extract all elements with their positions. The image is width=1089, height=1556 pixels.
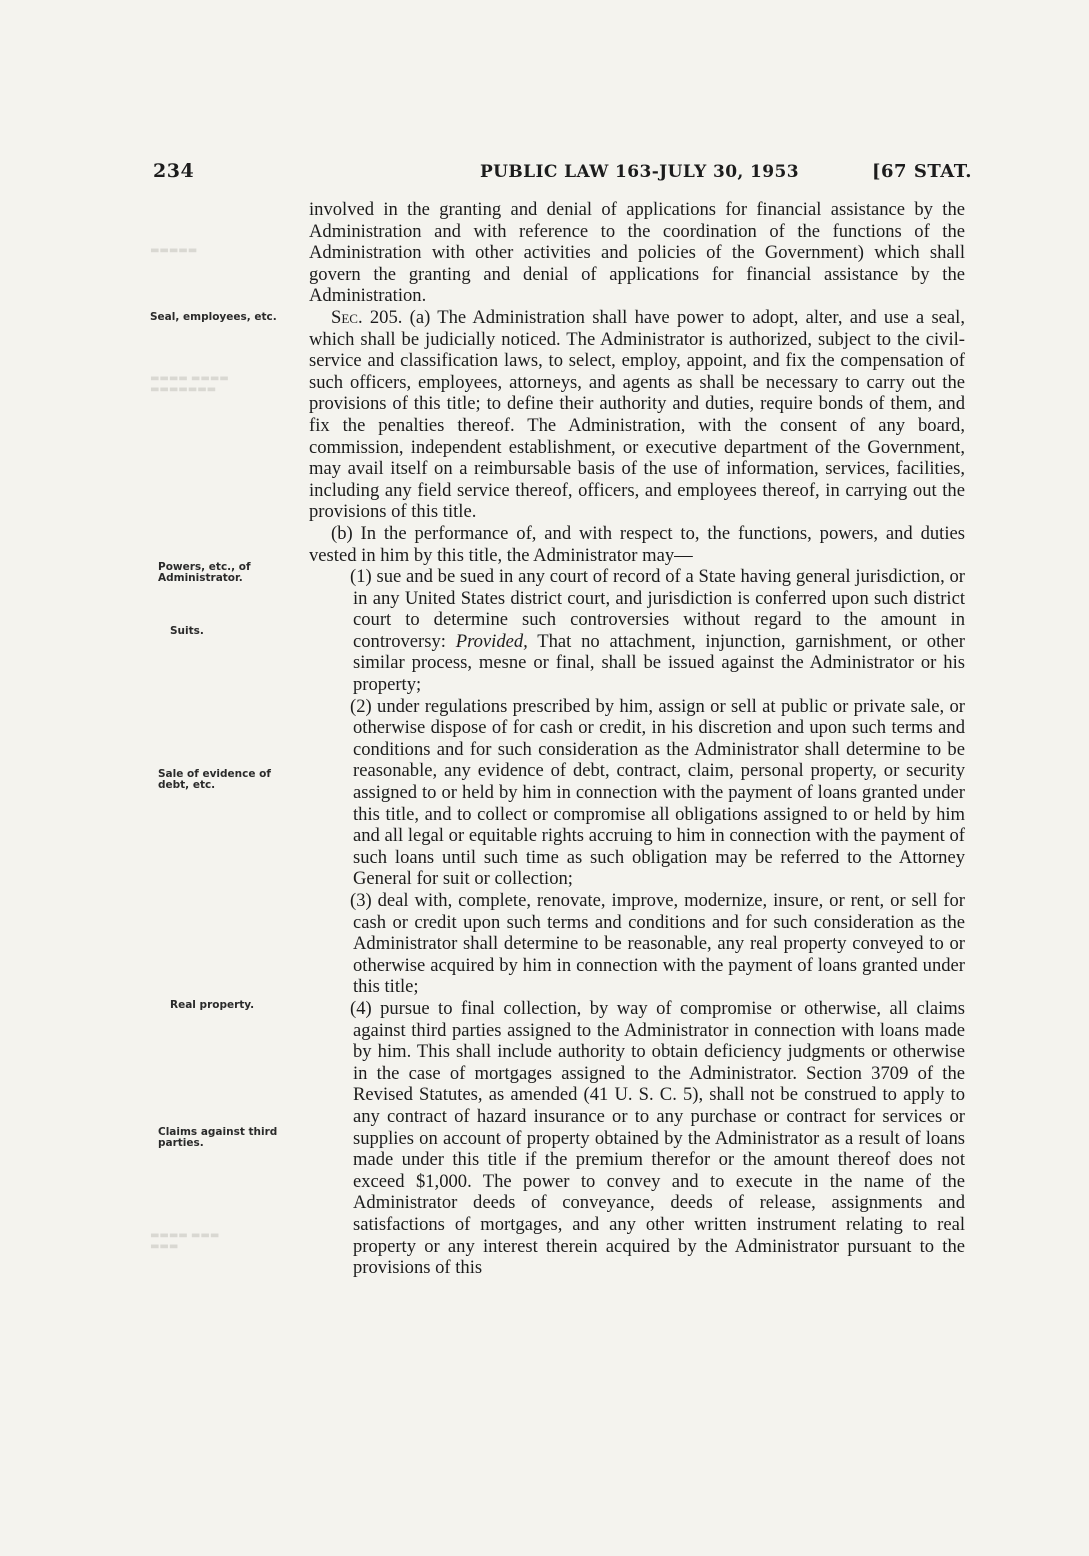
running-head: PUBLIC LAW 163-JULY 30, 1953 xyxy=(480,162,799,182)
margin-note-sale: Sale of evidence of debt, etc. xyxy=(158,768,271,791)
bleed-through-mark: ▬▬▬▬▬ xyxy=(150,245,198,256)
paragraph-text: (a) The Administration shall have power to adopt, alter, and use a seal, which shall be judicially noticed. The Administrator is authorized, subject to the civil-service and classification laws, to select, employ, appoint, and fix the compensation of such officers, employees, attorneys, and agents as shall be necessary to carry out the provisions of this title; to define their authority and duties, require bonds of them, and fix the penalties thereof. The Administration, with the consent of any board, commission, independent establishment, or executive department of the Government, may avail itself on a reimbursable basis of the use of information, services, facilities, including any field service thereof, officers, and employees thereof, in carrying out the provisions of this title. xyxy=(309,306,965,523)
statute-reference: [67 STAT. xyxy=(872,161,973,182)
clause-4-claims: (4) pursue to final collection, by way of compromise or otherwise, all claims against third parties assigned to the Administrator in connection with loans made by him. This shall include authority to obtain deficiency judgments or otherwise in the case of mortgages assigned to the Administrator. Section 3709 of the Revised Statutes, as amended (41 U. S. C. 5), shall not be construed to apply to any contract of hazard insurance or to any purchase or contract for services or supplies on account of property obtained by the Administrator as a result of loans made under this title if the premium therefor or the amount thereof does not exceed $1,000. The power to convey and to execute in the name of the Administrator deeds of conveyance, deeds of release, assignments and satisfactions of mortgages, and any other written instrument relating to real property or any interest therein acquired by the Administrator pursuant to the provisions of this xyxy=(350,997,965,1279)
paragraph-sec-205b: (b) In the performance of, and with respect to, the functions, powers, and duties vested in him by this title, the Administrator may— xyxy=(309,522,965,566)
clause-2-sale: (2) under regulations prescribed by him, assign or sell at public or private sale, or otherwise dispose of for cash or credit, in his discretion and upon such terms and conditions and for such consideration as the Administrator shall determine to be reasonable, any evidence of debt, contract, claim, personal property, or security assigned to or held by him in connection with the payment of loans granted under this title, and to collect or compromise all obligations assigned to or held by him and all legal or equitable rights accruing to him in connection with the payment of such loans until such time as such obligation may be referred to the Attorney General for suit or collection; xyxy=(350,695,965,890)
margin-note-seal: Seal, employees, etc. xyxy=(150,311,277,323)
margin-note-powers: Powers, etc., of Administrator. xyxy=(158,561,251,584)
clause-text: (1) sue and be sued in any court of record of a State having general jurisdiction, or in any United States district court, and jurisdiction is conferred upon such district court to determine such controversies without regard to the amount in controversy: xyxy=(350,566,965,652)
clause-3-real-property: (3) deal with, complete, renovate, improve, modernize, insure, or rent, or sell for cash or credit upon such terms and conditions and for such consideration as the Administrator shall determine to be reasonable, any real property conveyed to or otherwise acquired by him in connection with the payment of loans granted under this title; xyxy=(350,890,965,998)
statute-body xyxy=(309,199,965,1279)
margin-note-real-property: Real property. xyxy=(170,999,255,1011)
page-header xyxy=(0,160,1089,186)
clause-text: That no attachment, injunction, garnishment, or other similar process, mesne or final, shall be issued against the Administrator or his property; xyxy=(353,630,965,696)
bleed-through-mark: ▬▬▬▬ ▬▬▬▬ ▬▬▬▬▬▬▬ xyxy=(150,373,229,395)
section-label: Sec. 205. xyxy=(331,306,403,328)
paragraph-continuation: involved in the granting and denial of applications for financial assistance by the Administration and with reference to the coordination of the functions of the Administration with other activities and policies of the Government) which shall govern the granting and denial of applications for financial assistance by the Administration. xyxy=(309,199,965,307)
bleed-through-mark: ▬▬▬ ▬▬▬▬ ▬▬▬ xyxy=(150,1230,220,1252)
clause-1-suits xyxy=(309,566,965,696)
proviso-keyword: Provided, xyxy=(455,630,528,652)
margin-note-suits: Suits. xyxy=(170,625,204,637)
margin-note-claims: Claims against third parties. xyxy=(158,1126,278,1149)
page-number: 234 xyxy=(153,160,195,182)
paragraph-sec-205a xyxy=(309,307,965,523)
